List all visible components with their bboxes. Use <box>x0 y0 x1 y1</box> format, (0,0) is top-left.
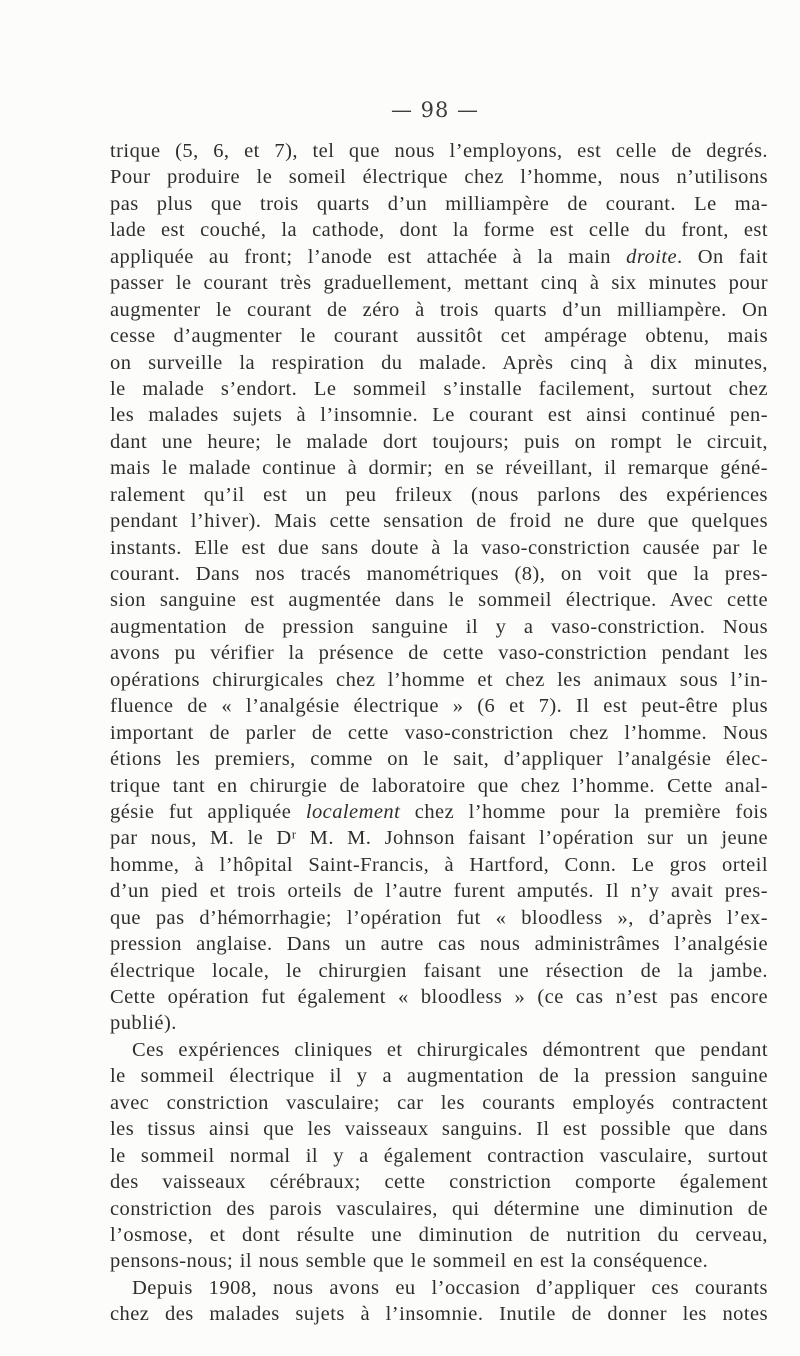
text-line: homme, à l’hôpital Saint-Francis, à Hartford, Conn. Le gros orteil <box>110 853 768 876</box>
text-line: les malades sujets à l’insomnie. Le courant est ainsi continué pen- <box>110 404 768 427</box>
text-run: gésie fut appliquée <box>110 800 306 823</box>
text-line: que pas d’hémorrhagie; l’opération fut « bloodless », d’après l’ex- <box>110 906 768 929</box>
text-line: opérations chirurgicales chez l’homme et chez les animaux sous l’in- <box>110 668 768 691</box>
text-line: passer le courant très graduellement, mettant cinq à six minutes pour <box>110 272 768 295</box>
text-line: avec constriction vasculaire; car les courants employés contractent <box>110 1091 768 1114</box>
text-line: pendant l’hiver). Mais cette sensation de froid ne dure que quelques <box>110 510 768 533</box>
text-line: augmenter le courant de zéro à trois quarts d’un milliampère. On <box>110 298 768 321</box>
text-line: avons pu vérifier la présence de cette vaso-constriction pendant les <box>110 642 768 665</box>
text-line: cesse d’augmenter le courant aussitôt cet ampérage obtenu, mais <box>110 325 768 348</box>
text-line: pas plus que trois quarts d’un milliampère de courant. Le ma- <box>110 192 768 215</box>
text-line: dant une heure; le malade dort toujours; puis on rompt le circuit, <box>110 430 768 453</box>
text-line: les tissus ainsi que les vaisseaux sanguins. Il est possible que dans <box>110 1118 768 1141</box>
text-line: Depuis 1908, nous avons eu l’occasion d’appliquer ces courants <box>132 1276 768 1299</box>
text-line: électrique locale, le chirurgien faisant une résection de la jambe. <box>110 959 768 982</box>
text-run: appliquée au front; l’anode est attachée à la main <box>110 245 627 268</box>
text-line: constriction des parois vasculaires, qui détermine une diminution de <box>110 1197 768 1220</box>
text-run: chez l’homme pour la première fois <box>400 800 768 823</box>
text-line: Cette opération fut également « bloodless » (ce cas n’est pas encore <box>110 986 768 1008</box>
text-line: pression anglaise. Dans un autre cas nous administrâmes l’analgésie <box>110 933 768 956</box>
text-line: le malade s’endort. Le sommeil s’installe facilement, surtout chez <box>110 377 768 400</box>
italic-word: droite <box>626 245 678 268</box>
text-line: pensons-nous; il nous semble que le sommeil en est la conséquence. <box>110 1250 709 1273</box>
body-text <box>110 138 768 1328</box>
text-line: ralement qu’il est un peu frileux (nous parlons des expériences <box>110 483 768 506</box>
italic-word: localement <box>305 800 401 823</box>
text-line: augmentation de pression sanguine il y a vaso-constriction. Nous <box>110 615 768 638</box>
text-line: on surveille la respiration du malade. Après cinq à dix minutes, <box>110 351 768 374</box>
text-line <box>110 244 768 270</box>
text-line: Pour produire le someil électrique chez l’homme, nous n’utilisons <box>110 166 768 189</box>
text-line: publié). <box>110 1012 177 1035</box>
text-line: des vaisseaux cérébraux; cette constriction comporte également <box>110 1171 768 1194</box>
text-line: important de parler de cette vaso-constriction chez l’homme. Nous <box>110 721 768 744</box>
text-line: chez des malades sujets à l’insomnie. Inutile de donner les notes <box>110 1303 768 1326</box>
text-line: lade est couché, la cathode, dont la forme est celle du front, est <box>110 219 768 242</box>
text-line: le sommeil normal il y a également contraction vasculaire, surtout <box>110 1144 768 1167</box>
text-line: trique tant en chirurgie de laboratoire que chez l’homme. Cette anal- <box>110 774 768 797</box>
text-line: l’osmose, et dont résulte une diminution de nutrition du cerveau, <box>110 1223 768 1246</box>
text-line: d’un pied et trois orteils de l’autre furent amputés. Il n’y avait pres- <box>110 880 768 903</box>
text-line: trique (5, 6, et 7), tel que nous l’employons, est celle de degrés. <box>110 140 768 162</box>
text-line: Ces expériences cliniques et chirurgicales démontrent que pendant <box>132 1038 768 1061</box>
text-line: fluence de « l’analgésie électrique » (6 et 7). Il est peut-être plus <box>110 695 768 718</box>
text-line: courant. Dans nos tracés manométriques (8), on voit que la pres- <box>110 563 768 585</box>
text-line: mais le malade continue à dormir; en se réveillant, il remarque géné- <box>110 457 768 480</box>
text-line: étions les premiers, comme on le sait, d’appliquer l’analgésie élec- <box>110 748 768 771</box>
page-number: — 98 — <box>390 98 480 122</box>
text-run: . On fait <box>677 245 768 268</box>
text-line: par nous, M. le Dʳ M. M. Johnson faisant l’opération sur un jeune <box>110 827 768 850</box>
text-line <box>110 799 768 825</box>
text-line: sion sanguine est augmentée dans le sommeil électrique. Avec cette <box>110 589 768 612</box>
text-line: le sommeil électrique il y a augmentation de la pression sanguine <box>110 1065 768 1088</box>
text-line: instants. Elle est due sans doute à la vaso-constriction causée par le <box>110 536 768 559</box>
